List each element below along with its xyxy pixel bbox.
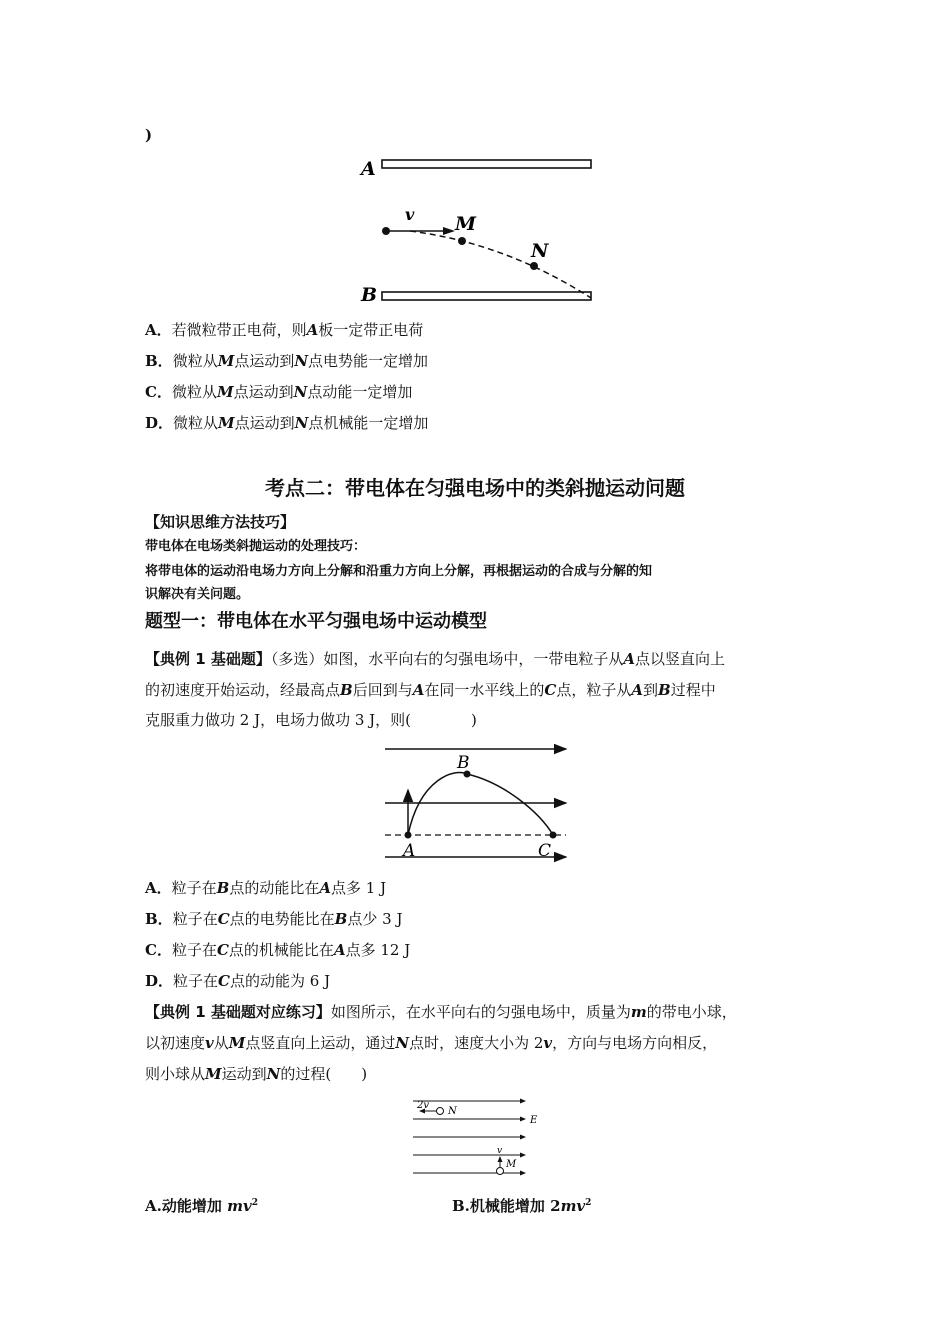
text: B.机械能增加 2 — [452, 1197, 561, 1215]
label-plate-b: B — [361, 284, 378, 306]
label-2v: 2v — [417, 1100, 430, 1111]
example1-option-a — [145, 877, 386, 899]
option-text: 微粒从 — [172, 352, 218, 370]
option-text: 点机械能一定增加 — [308, 414, 429, 432]
var: M — [218, 414, 235, 432]
practice-option-a — [145, 1192, 258, 1217]
var: B — [216, 879, 230, 897]
var: N — [395, 1034, 410, 1052]
option-b — [145, 350, 428, 372]
label-e: E — [530, 1115, 538, 1126]
option-c — [145, 381, 412, 403]
var: N — [294, 414, 309, 432]
text: 点多 1 J — [331, 879, 387, 897]
text: 则小球从 — [145, 1065, 206, 1083]
option-text: 点电势能一定增加 — [308, 352, 429, 370]
label-c: C — [538, 841, 552, 861]
option-text: 点运动到 — [234, 414, 295, 432]
text: 粒子在 — [171, 941, 217, 959]
var: A — [306, 321, 319, 339]
text: 如图所示，在水平向右的匀强电场中，质量为 — [330, 1003, 631, 1021]
example-tag: 【典例 1 基础题】 — [145, 650, 271, 668]
text: 的过程( ) — [280, 1065, 368, 1083]
point-n — [530, 262, 538, 270]
practice-line-3 — [145, 1063, 367, 1085]
var: M — [205, 1065, 222, 1083]
practice-line-2 — [145, 1032, 717, 1054]
var: B — [334, 910, 348, 928]
var: M — [217, 352, 235, 370]
var: M — [216, 383, 234, 401]
text: 从 — [213, 1034, 229, 1052]
superscript: 2 — [251, 1198, 258, 1208]
var: M — [228, 1034, 246, 1052]
var: A — [333, 941, 346, 959]
expr: mv — [227, 1197, 252, 1215]
text: 运动到 — [221, 1065, 267, 1083]
option-a — [145, 319, 423, 341]
example1-line-2 — [145, 679, 716, 701]
var: A — [631, 681, 643, 699]
ball-n — [437, 1108, 444, 1115]
text: 的初速度开始运动，经最高点 — [145, 681, 341, 699]
text: 粒子在 — [172, 910, 218, 928]
option-text: 微粒从 — [171, 383, 217, 401]
point-m — [458, 237, 466, 245]
text: 点竖直向上运动，通过 — [245, 1034, 396, 1052]
var: v — [205, 1034, 214, 1052]
var: C — [218, 972, 230, 990]
label-n: N — [448, 1106, 457, 1117]
tips-heading: 【知识思维方法技巧】 — [145, 513, 296, 531]
text: 的带电小球， — [646, 1003, 737, 1021]
type-heading: 题型一：带电体在水平匀强电场中运动模型 — [145, 611, 487, 632]
text: （多选）如图，水平向右的匀强电场中，一带电粒子从 — [270, 650, 624, 668]
option-text: 点运动到 — [233, 383, 294, 401]
var: N — [293, 383, 308, 401]
option-text: 点动能一定增加 — [307, 383, 413, 401]
velocity-arrowhead — [443, 227, 455, 235]
var: N — [266, 1065, 281, 1083]
expr: mv — [560, 1197, 586, 1215]
text: 点的电势能比在 — [229, 910, 335, 928]
practice-line-1 — [145, 1001, 737, 1023]
tips-line-3: 识解决有关问题。 — [145, 587, 250, 602]
label-a: A — [403, 841, 416, 861]
point-a — [405, 832, 412, 839]
text: ，方向与电场方向相反， — [552, 1034, 718, 1052]
option-text: 板一定带正电荷 — [318, 321, 424, 339]
option-letter: C． — [145, 941, 172, 959]
var: A — [412, 681, 425, 699]
superscript: 2 — [585, 1198, 592, 1208]
text: 后回到与 — [352, 681, 413, 699]
figure-parabola-field — [380, 738, 575, 863]
close-paren: ) — [145, 126, 153, 144]
option-text: 若微粒带正电荷，则 — [171, 321, 307, 339]
text: 点的动能为 6 J — [229, 972, 331, 990]
practice-tag: 【典例 1 基础题对应练习】 — [145, 1003, 331, 1021]
text: 在同一水平线上的 — [424, 681, 545, 699]
label-b: B — [457, 753, 470, 773]
option-letter: A． — [145, 879, 172, 897]
option-d — [145, 412, 428, 434]
example1-option-d — [145, 970, 330, 992]
practice-option-b — [452, 1192, 591, 1217]
text: A.动能增加 — [145, 1197, 228, 1215]
tips-line-1: 带电体在电场类斜抛运动的处理技巧： — [145, 539, 367, 554]
option-letter: D． — [145, 972, 174, 990]
text: 到 — [642, 681, 658, 699]
option-letter: B． — [145, 910, 173, 928]
text: 点时，速度大小为 2 — [409, 1034, 544, 1052]
example1-line-3: 克服重力做功 2 J，电场力做功 3 J，则( ) — [145, 711, 477, 729]
text: 点的动能比在 — [229, 879, 320, 897]
label-point-m: M — [455, 213, 477, 235]
var: A — [623, 650, 636, 668]
var: C — [544, 681, 557, 699]
trajectory-path — [410, 231, 591, 298]
text: 过程中 — [670, 681, 716, 699]
var: C — [216, 941, 229, 959]
var: B — [658, 681, 671, 699]
text: 点的机械能比在 — [228, 941, 334, 959]
point-c — [550, 832, 557, 839]
plate-b — [382, 292, 591, 300]
option-letter: D． — [145, 414, 174, 432]
option-letter: C． — [145, 383, 172, 401]
var: C — [217, 910, 230, 928]
option-letter: B． — [145, 352, 173, 370]
option-text: 点运动到 — [234, 352, 295, 370]
label-velocity: v — [405, 205, 415, 224]
figure-plates-trajectory — [355, 148, 605, 308]
label-plate-a: A — [361, 158, 376, 180]
var: m — [630, 1003, 647, 1021]
plate-a — [382, 160, 591, 168]
text: 粒子在 — [173, 972, 219, 990]
text: 点多 12 J — [345, 941, 411, 959]
var: A — [319, 879, 331, 897]
var: B — [340, 681, 353, 699]
ball-m — [497, 1168, 504, 1175]
option-text: 微粒从 — [173, 414, 219, 432]
label-m: M — [506, 1159, 517, 1170]
example1-option-b — [145, 908, 402, 930]
var: v — [543, 1034, 553, 1052]
text: 以初速度 — [145, 1034, 206, 1052]
label-v: v — [497, 1146, 503, 1156]
section-title: 考点二：带电体在匀强电场中的类斜抛运动问题 — [265, 476, 685, 500]
text: 点少 3 J — [347, 910, 403, 928]
text: 点以竖直向上 — [635, 650, 726, 668]
option-letter: A． — [145, 321, 172, 339]
example1-option-c — [145, 939, 410, 961]
label-point-n: N — [531, 240, 549, 262]
text: 点，粒子从 — [556, 681, 632, 699]
var: N — [294, 352, 309, 370]
text: 粒子在 — [171, 879, 217, 897]
tips-line-2: 将带电体的运动沿电场力方向上分解和沿重力方向上分解，再根据运动的合成与分解的知 — [145, 564, 653, 579]
example1-line-1 — [145, 648, 725, 670]
figure-ball-field — [405, 1093, 555, 1183]
